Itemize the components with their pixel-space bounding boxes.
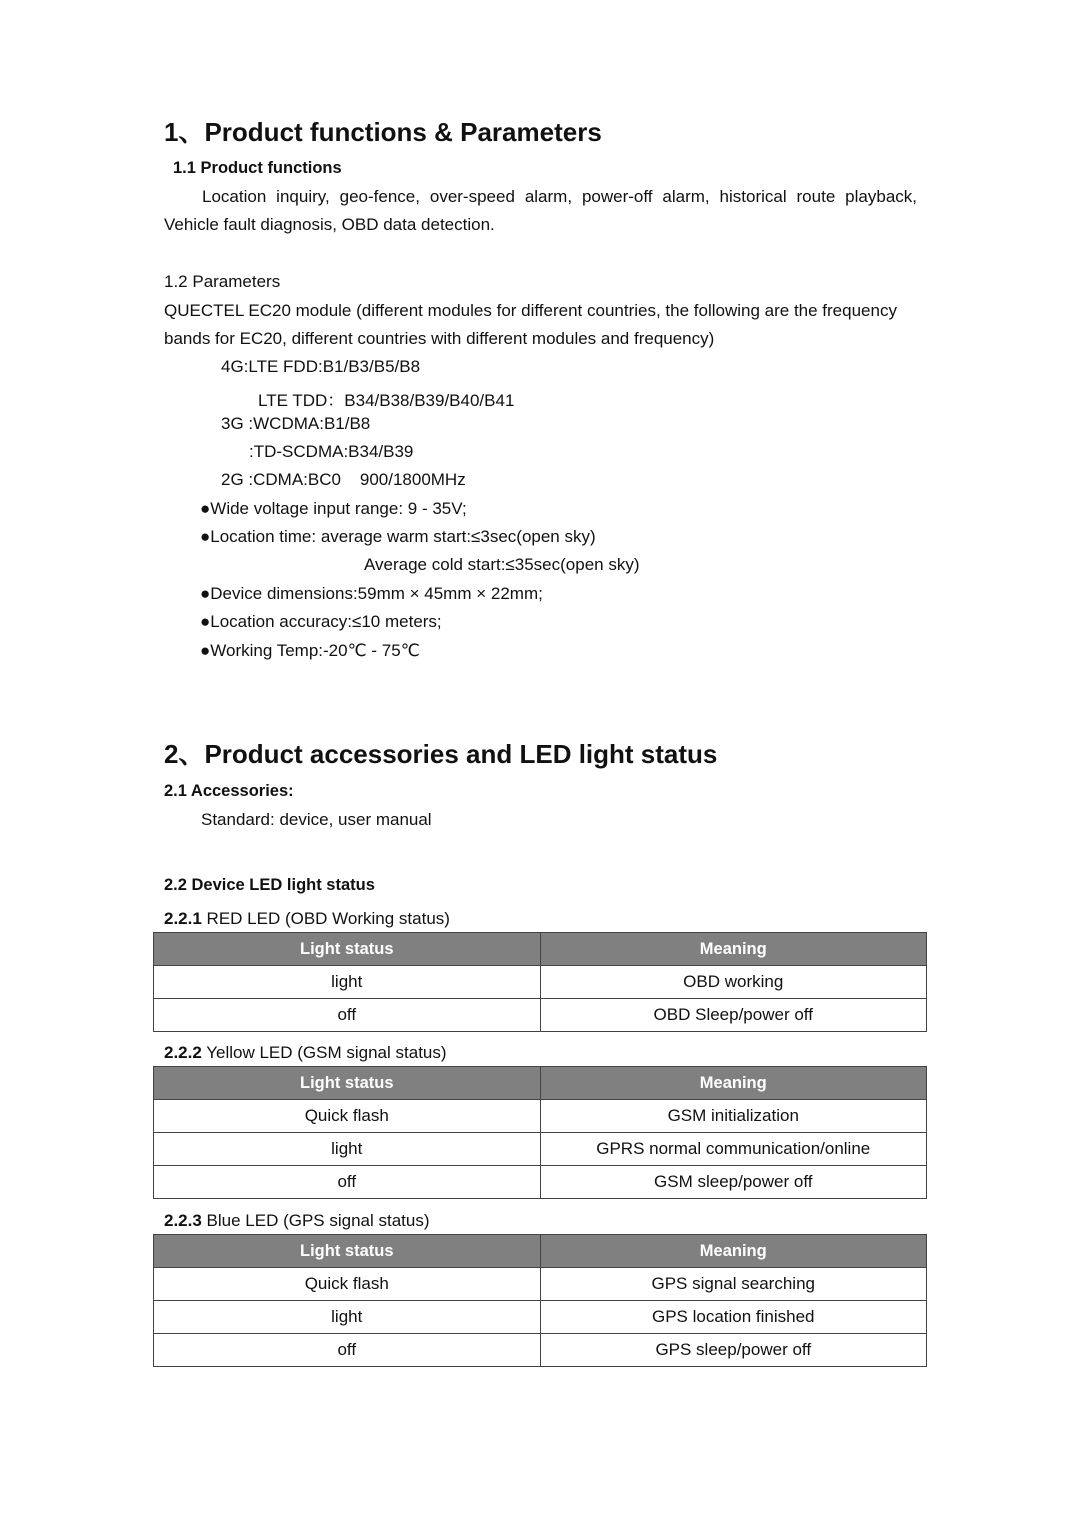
- table-row: [154, 1100, 927, 1133]
- meaning-cell: GSM initialization: [540, 1100, 927, 1133]
- header-meaning: Meaning: [540, 1067, 927, 1100]
- bullet-voltage: ●Wide voltage input range: 9 - 35V;: [200, 499, 467, 518]
- table-row: [154, 1166, 927, 1199]
- red-led-table: [153, 932, 927, 1032]
- light-status-cell: off: [154, 999, 541, 1032]
- table-row: [154, 1268, 927, 1301]
- table-row: [154, 1133, 927, 1166]
- section-1-1-title: 1.1 Product functions: [173, 159, 342, 177]
- table-1-caption: [164, 909, 450, 929]
- band-wcdma: 3G :WCDMA:B1/B8: [221, 414, 371, 433]
- product-functions-line-2: Vehicle fault diagnosis, OBD data detection.: [164, 215, 495, 234]
- header-light-status: Light status: [154, 933, 541, 966]
- light-status-cell: light: [154, 1133, 541, 1166]
- blue-led-table: [153, 1234, 927, 1367]
- section-2-1-title: 2.1 Accessories:: [164, 782, 294, 800]
- accessories-text: Standard: device, user manual: [201, 810, 432, 829]
- table-3-caption-text: Blue LED (GPS signal status): [201, 1211, 430, 1230]
- table-3-number: 2.2.3: [164, 1211, 202, 1230]
- meaning-cell: GSM sleep/power off: [540, 1166, 927, 1199]
- meaning-cell: GPS location finished: [540, 1301, 927, 1334]
- bullet-temp: ●Working Temp:-20℃ - 75℃: [200, 641, 420, 660]
- table-row: [154, 999, 927, 1032]
- band-lte-tdd: LTE TDD：B34/B38/B39/B40/B41: [258, 391, 515, 410]
- light-status-cell: Quick flash: [154, 1268, 541, 1301]
- table-header-row: [154, 1067, 927, 1100]
- meaning-cell: OBD working: [540, 966, 927, 999]
- table-2-number: 2.2.2: [164, 1043, 202, 1062]
- bullet-location-time: ●Location time: average warm start:≤3sec(open sky): [200, 527, 596, 546]
- section-2-title: 2、Product accessories and LED light status: [164, 739, 718, 769]
- parameters-line-1: QUECTEL EC20 module (different modules for different countries, the following are the frequency: [164, 301, 897, 320]
- meaning-cell: OBD Sleep/power off: [540, 999, 927, 1032]
- light-status-cell: off: [154, 1166, 541, 1199]
- header-meaning: Meaning: [540, 1235, 927, 1268]
- table-2-caption-text: Yellow LED (GSM signal status): [201, 1043, 447, 1062]
- table-row: [154, 1334, 927, 1367]
- product-functions-line-1: Location inquiry, geo-fence, over-speed alarm, power-off alarm, historical route playback,: [202, 187, 917, 206]
- parameters-line-2: bands for EC20, different countries with different modules and frequency): [164, 329, 715, 348]
- section-1-title: 1、Product functions & Parameters: [164, 117, 602, 147]
- bullet-accuracy: ●Location accuracy:≤10 meters;: [200, 612, 442, 631]
- bullet-dimensions: ●Device dimensions:59mm × 45mm × 22mm;: [200, 584, 543, 603]
- meaning-cell: GPS signal searching: [540, 1268, 927, 1301]
- meaning-cell: GPS sleep/power off: [540, 1334, 927, 1367]
- band-lte-fdd: 4G:LTE FDD:B1/B3/B5/B8: [221, 357, 421, 376]
- yellow-led-table: [153, 1066, 927, 1199]
- section-2-2-title: 2.2 Device LED light status: [164, 876, 375, 894]
- table-row: [154, 966, 927, 999]
- light-status-cell: light: [154, 966, 541, 999]
- light-status-cell: off: [154, 1334, 541, 1367]
- meaning-cell: GPRS normal communication/online: [540, 1133, 927, 1166]
- header-light-status: Light status: [154, 1235, 541, 1268]
- section-1-2-title: 1.2 Parameters: [164, 272, 281, 291]
- product-functions-paragraph: [164, 183, 917, 239]
- table-3-caption: [164, 1211, 430, 1231]
- band-tdscdma: :TD-SCDMA:B34/B39: [249, 442, 414, 461]
- bullet-cold-start: Average cold start:≤35sec(open sky): [364, 555, 640, 574]
- header-meaning: Meaning: [540, 933, 927, 966]
- table-header-row: [154, 933, 927, 966]
- table-1-caption-text: RED LED (OBD Working status): [201, 909, 450, 928]
- light-status-cell: Quick flash: [154, 1100, 541, 1133]
- band-cdma: 2G :CDMA:BC0 900/1800MHz: [221, 470, 466, 489]
- table-1-number: 2.2.1: [164, 909, 202, 928]
- table-2-caption: [164, 1043, 447, 1063]
- table-row: [154, 1301, 927, 1334]
- light-status-cell: light: [154, 1301, 541, 1334]
- table-header-row: [154, 1235, 927, 1268]
- header-light-status: Light status: [154, 1067, 541, 1100]
